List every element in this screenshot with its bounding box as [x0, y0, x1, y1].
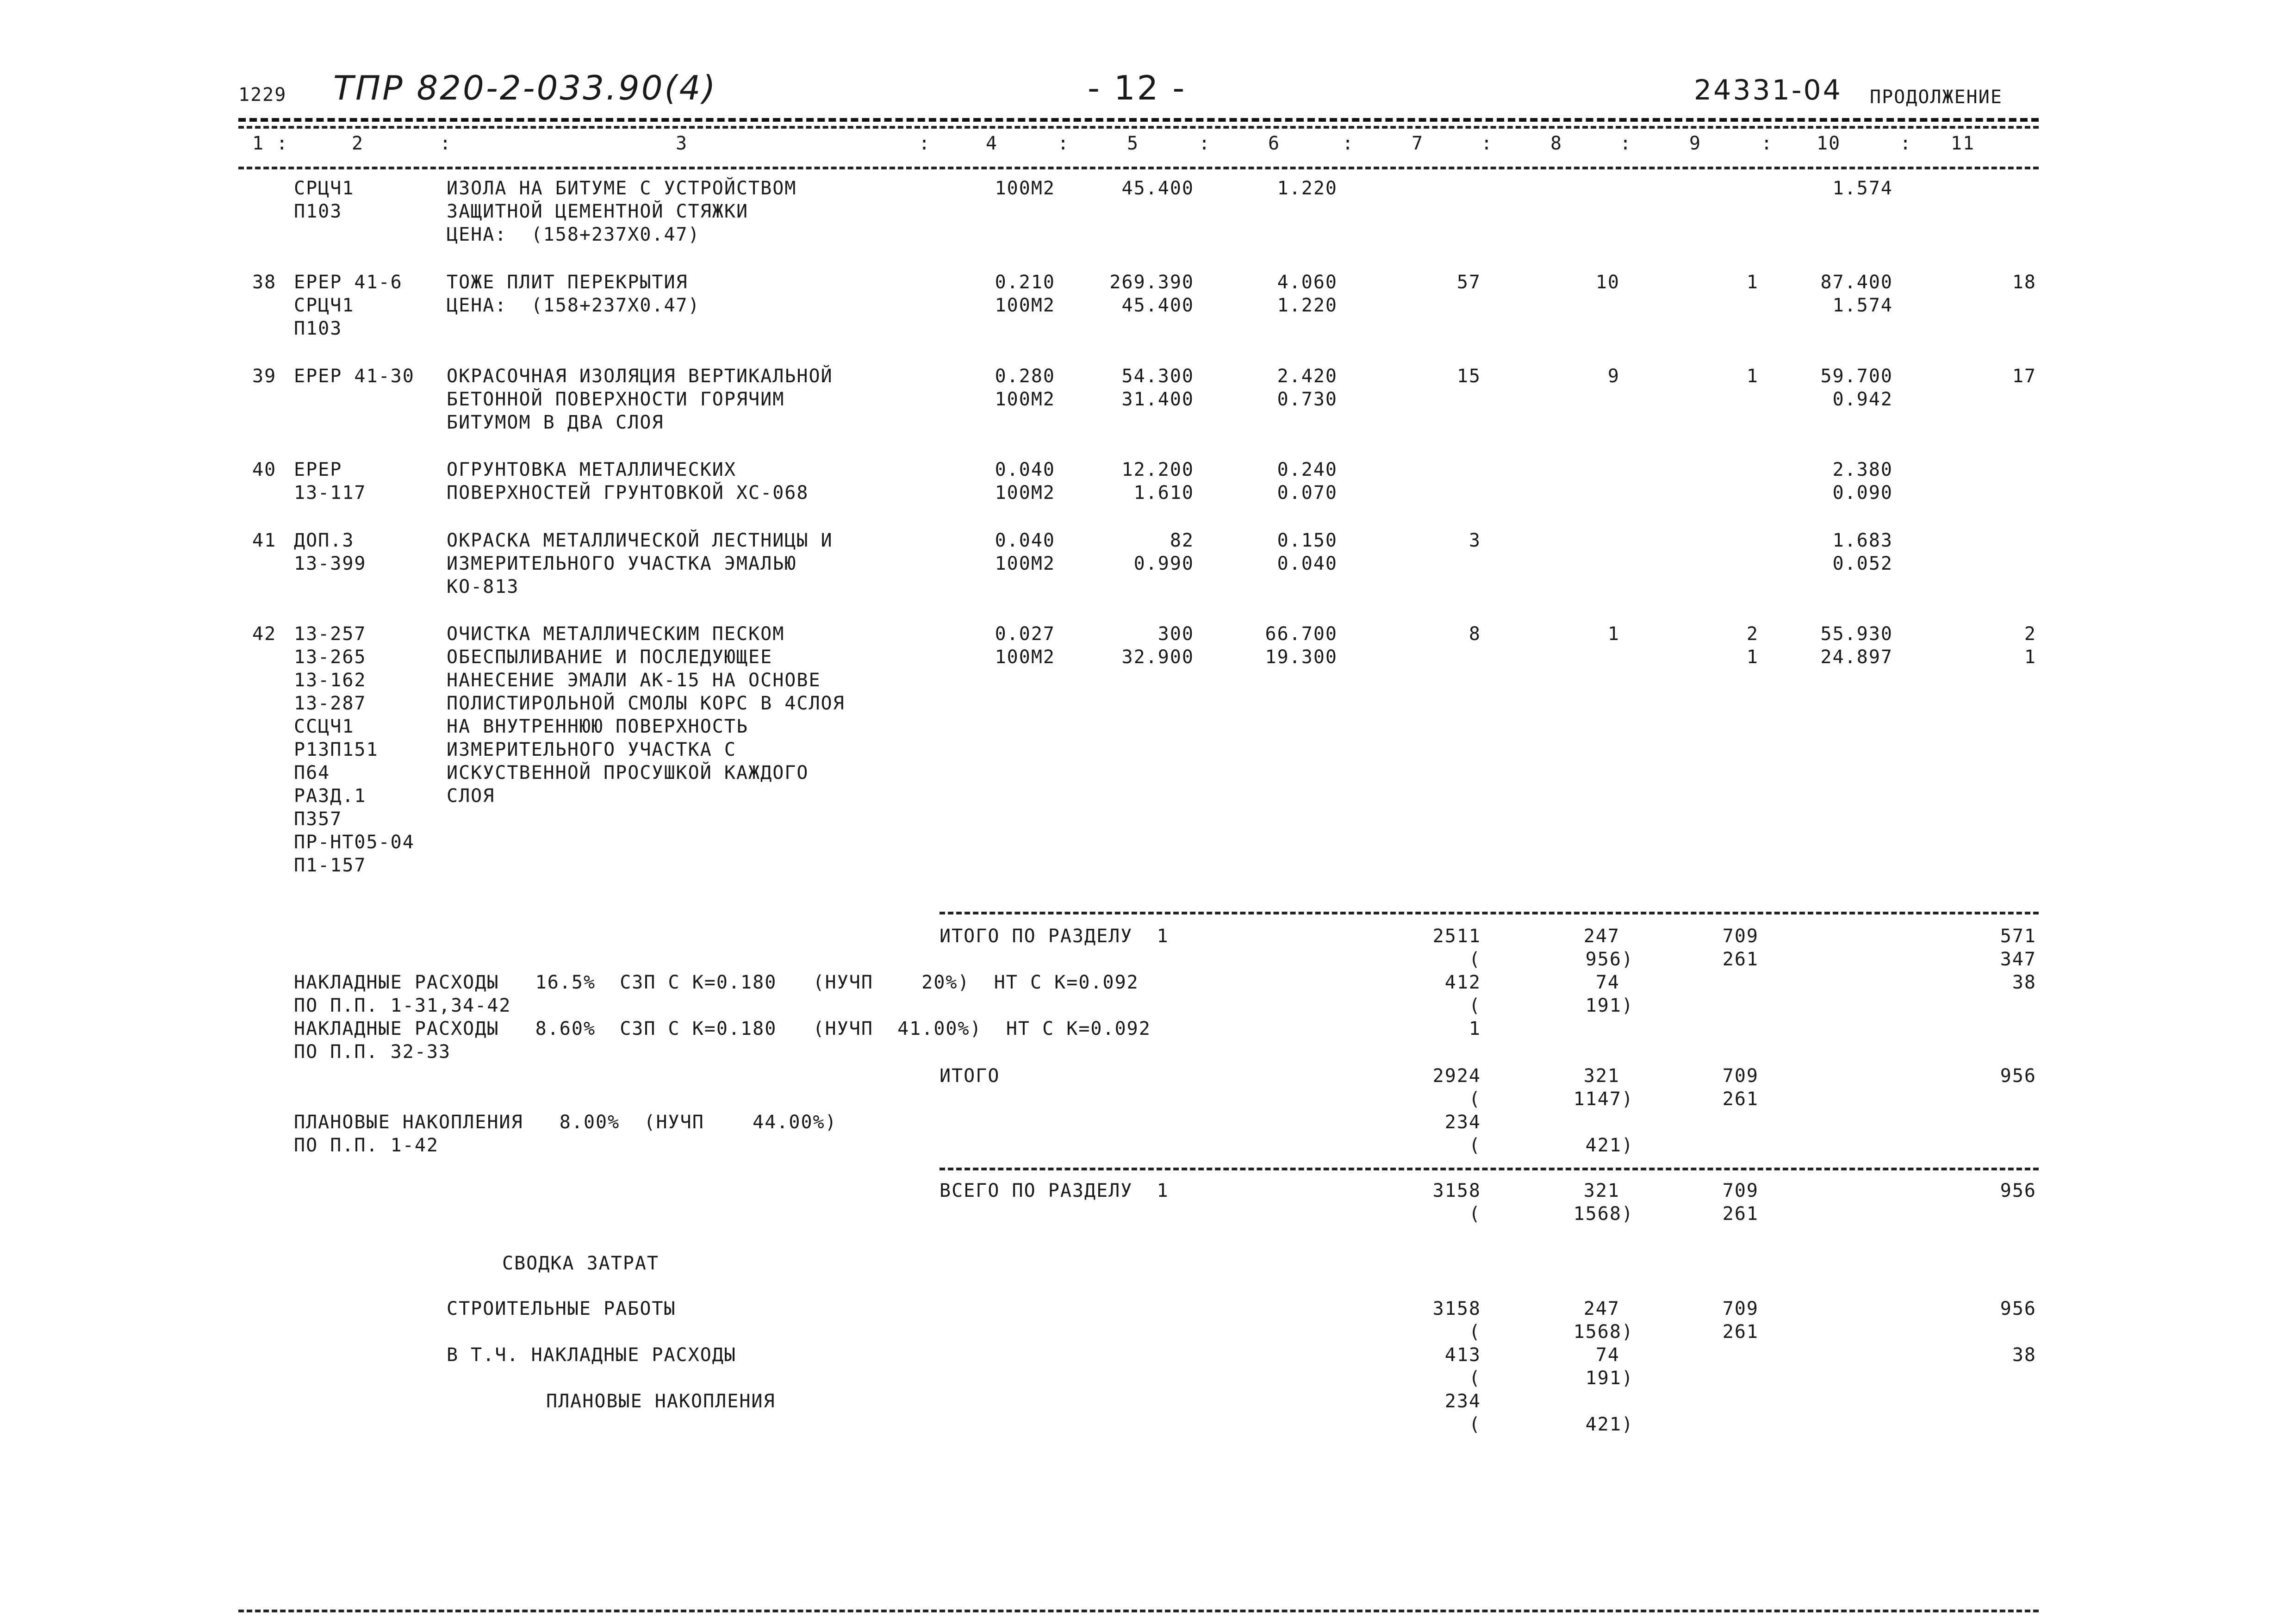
page-label: - 12 -: [1088, 68, 1187, 107]
row-code: ЕРЕР 41-6 СРЦЧ1 П103: [294, 272, 403, 339]
planned-c8b: 421): [1585, 1135, 1634, 1156]
overhead-1-c8: 74: [1595, 972, 1620, 993]
row-c10: 1.683 0.052: [1832, 530, 1893, 574]
row-c8: 1: [1607, 623, 1620, 645]
row-desc: ОЧИСТКА МЕТАЛЛИЧЕСКИМ ПЕСКОМ ОБЕСПЫЛИВАНИЕ И ПОСЛЕДУЮЩЕЕ НАНЕСЕНИЕ ЭМАЛИ АК-15 НА ОСНОВЕ ПОЛИСТИРОЛЬНОЙ СМОЛЫ КОРС В 4СЛОЯ НА ВНУТРЕННЮЮ ПОВЕРХНОСТЬ ИЗМЕРИТЕЛЬНОГО УЧАСТКА С ИСКУСТВЕННОЙ ПРОСУШКОЙ КАЖДОГО СЛОЯ: [447, 623, 845, 807]
row-c4: 0.040 100М2: [995, 459, 1055, 504]
row-c11: 17: [2012, 366, 2036, 387]
row-c4: 0.210 100М2: [995, 272, 1055, 316]
row-c11: 18: [2012, 272, 2036, 293]
overhead-1-c7b: (: [1468, 995, 1481, 1016]
row-code: 13-257 13-265 13-162 13-287 ССЦЧ1 Р13П151 П64 РАЗД.1 П357 ПР-НТ05-04 П1-157: [294, 623, 415, 876]
row-c5: 54.300 31.400: [1121, 366, 1194, 410]
col-sep: :: [1199, 133, 1211, 154]
row-num: 42: [252, 623, 277, 645]
total-c8b: 956): [1585, 949, 1634, 970]
row-c7: 57: [1456, 272, 1481, 293]
col-header-9: 9: [1689, 133, 1702, 154]
itogo-c8b: 1147): [1573, 1088, 1634, 1110]
col-header-1: 1 :: [252, 133, 289, 154]
summary-construction-c11: 956: [2000, 1298, 2036, 1319]
col-header-5: 5: [1127, 133, 1139, 154]
col-sep: :: [440, 133, 452, 154]
itogo-label: ИТОГО: [940, 1065, 1000, 1087]
row-c5: 12.200 1.610: [1121, 459, 1194, 504]
total-c11b: 347: [2000, 949, 2036, 970]
total-c7b: (: [1468, 949, 1481, 970]
col-header-4: 4: [986, 133, 998, 154]
row-c5: 269.390 45.400: [1109, 272, 1194, 316]
summary-construction-c7b: (: [1468, 1321, 1481, 1343]
overhead-1-sub: ПО П.П. 1-31,34-42: [294, 995, 511, 1016]
col-sep: :: [1761, 133, 1773, 154]
total-c7: 2511: [1432, 926, 1481, 947]
planned-c7b: (: [1468, 1135, 1481, 1156]
total-c11: 571: [2000, 926, 2036, 947]
summary-construction-c8b: 1568): [1573, 1321, 1634, 1343]
summary-overhead-c7: 413: [1444, 1344, 1481, 1366]
header-rule-bottom: [238, 167, 2039, 169]
row-num: 39: [252, 366, 277, 387]
planned-sub: ПО П.П. 1-42: [294, 1135, 439, 1156]
row-desc: ТОЖЕ ПЛИТ ПЕРЕКРЫТИЯ ЦЕНА: (158+237Х0.47): [447, 272, 700, 316]
row-c5: 82 0.990: [1133, 530, 1194, 574]
row-num: 41: [252, 530, 277, 551]
itogo-c9: 709: [1722, 1065, 1759, 1087]
row-c10: 2.380 0.090: [1832, 459, 1893, 504]
overhead-1-c7: 412: [1444, 972, 1481, 993]
overhead-1-c8b: 191): [1585, 995, 1634, 1016]
row-c7: 8: [1468, 623, 1481, 645]
itogo-c9b: 261: [1722, 1088, 1759, 1110]
col-sep: :: [1620, 133, 1632, 154]
summary-overhead-c8: 74: [1595, 1344, 1620, 1366]
summary-construction-c9: 709: [1722, 1298, 1759, 1319]
summary-overhead-c8b: 191): [1585, 1368, 1634, 1389]
row-code: СРЦЧ1 П103: [294, 178, 355, 222]
total-c9b: 261: [1722, 949, 1759, 970]
summary-planned-c7: 234: [1444, 1391, 1481, 1412]
row-c4: 0.040 100М2: [995, 530, 1055, 574]
row-c10: 87.400 1.574: [1820, 272, 1893, 316]
summary-title: СВОДКА ЗАТРАТ: [502, 1253, 660, 1274]
row-desc: ОГРУНТОВКА МЕТАЛЛИЧЕСКИХ ПОВЕРХНОСТЕЙ ГРУНТОВКОЙ ХС-068: [447, 459, 809, 504]
overhead-2-c7: 1: [1468, 1018, 1481, 1039]
summary-construction-label: СТРОИТЕЛЬНЫЕ РАБОТЫ: [447, 1298, 676, 1319]
row-c10: 1.574: [1832, 178, 1893, 199]
row-c8: 9: [1607, 366, 1620, 387]
vsego-rule: [940, 1168, 2039, 1170]
summary-construction-c7: 3158: [1432, 1298, 1481, 1319]
row-c7: 3: [1468, 530, 1481, 551]
row-c6: 4.060 1.220: [1277, 272, 1338, 316]
vsego-label: ВСЕГО ПО РАЗДЕЛУ 1: [940, 1180, 1169, 1201]
row-code: ДОП.3 13-399: [294, 530, 367, 574]
vsego-c7: 3158: [1432, 1180, 1481, 1201]
vsego-c8: 321: [1583, 1180, 1620, 1201]
row-c4: 100М2: [995, 178, 1055, 199]
row-code: ЕРЕР 41-30: [294, 366, 415, 387]
header-rule-top: [238, 118, 2039, 122]
row-c6: 1.220: [1277, 178, 1338, 199]
row-c10: 59.700 0.942: [1820, 366, 1893, 410]
summary-construction-c9b: 261: [1722, 1321, 1759, 1343]
footer-rule: [238, 1610, 2039, 1612]
planned-c7: 234: [1444, 1112, 1481, 1133]
itogo-c7b: (: [1468, 1088, 1481, 1110]
row-c9: 1: [1746, 272, 1759, 293]
summary-overhead-label: В Т.Ч. НАКЛАДНЫЕ РАСХОДЫ: [447, 1344, 736, 1366]
row-c6: 2.420 0.730: [1277, 366, 1338, 410]
row-c10: 55.930 24.897: [1820, 623, 1893, 668]
col-header-2: 2: [352, 133, 364, 154]
row-num: 38: [252, 272, 277, 293]
col-sep: :: [1058, 133, 1070, 154]
summary-planned-c8b: 421): [1585, 1414, 1634, 1435]
col-header-8: 8: [1550, 133, 1563, 154]
row-code: ЕРЕР 13-117: [294, 459, 367, 504]
total-c9: 709: [1722, 926, 1759, 947]
summary-overhead-c7b: (: [1468, 1368, 1481, 1389]
document-code: ТПР 820-2-033.90(4): [333, 68, 717, 107]
overhead-2-label: НАКЛАДНЫЕ РАСХОДЫ 8.60% СЗП С К=0.180 (НУЧП 41.00%) НТ С К=0.092: [294, 1018, 1151, 1039]
vsego-c7b: (: [1468, 1203, 1481, 1225]
row-c5: 45.400: [1121, 178, 1194, 199]
col-sep: :: [919, 133, 931, 154]
itogo-c8: 321: [1583, 1065, 1620, 1087]
col-header-7: 7: [1412, 133, 1424, 154]
vsego-c9b: 261: [1722, 1203, 1759, 1225]
row-c9: 1: [1746, 366, 1759, 387]
summary-construction-c8: 247: [1583, 1298, 1620, 1319]
summary-overhead-c11: 38: [2012, 1344, 2036, 1366]
itogo-razdel-label: ИТОГО ПО РАЗДЕЛУ 1: [940, 926, 1169, 947]
header-rule-top-2: [238, 126, 2039, 129]
row-c4: 0.027 100М2: [995, 623, 1055, 668]
col-header-11: 11: [1951, 133, 1975, 154]
row-c6: 66.700 19.300: [1265, 623, 1338, 668]
overhead-1-c11: 38: [2012, 972, 2036, 993]
vsego-c9: 709: [1722, 1180, 1759, 1201]
overhead-1-label: НАКЛАДНЫЕ РАСХОДЫ 16.5% СЗП С К=0.180 (НУЧП 20%) НТ С К=0.092: [294, 972, 1139, 993]
itogo-c7: 2924: [1432, 1065, 1481, 1087]
reference-code: 24331-04: [1694, 74, 1842, 106]
row-c5: 300 32.900: [1121, 623, 1194, 668]
row-c7: 15: [1456, 366, 1481, 387]
summary-planned-c7b: (: [1468, 1414, 1481, 1435]
vsego-c8b: 1568): [1573, 1203, 1634, 1225]
row-num: 40: [252, 459, 277, 480]
col-sep: :: [1900, 133, 1912, 154]
row-c11: 2 1: [2024, 623, 2036, 668]
continuation-label: ПРОДОЛЖЕНИЕ: [1870, 87, 2003, 108]
summary-planned-label: ПЛАНОВЫЕ НАКОПЛЕНИЯ: [546, 1391, 776, 1412]
col-sep: :: [1342, 133, 1355, 154]
row-c8: 10: [1595, 272, 1620, 293]
row-c4: 0.280 100М2: [995, 366, 1055, 410]
row-c6: 0.150 0.040: [1277, 530, 1338, 574]
col-header-6: 6: [1268, 133, 1281, 154]
vsego-c11: 956: [2000, 1180, 2036, 1201]
row-c6: 0.240 0.070: [1277, 459, 1338, 504]
row-desc: ОКРАСОЧНАЯ ИЗОЛЯЦИЯ ВЕРТИКАЛЬНОЙ БЕТОННОЙ ПОВЕРХНОСТИ ГОРЯЧИМ БИТУМОМ В ДВА СЛОЯ: [447, 366, 833, 433]
row-desc: ОКРАСКА МЕТАЛЛИЧЕСКОЙ ЛЕСТНИЦЫ И ИЗМЕРИТЕЛЬНОГО УЧАСТКА ЭМАЛЬЮ КО-813: [447, 530, 833, 597]
page-number: 1229: [238, 84, 287, 106]
row-desc: ИЗОЛА НА БИТУМЕ С УСТРОЙСТВОМ ЗАЩИТНОЙ ЦЕМЕНТНОЙ СТЯЖКИ ЦЕНА: (158+237Х0.47): [447, 178, 797, 245]
planned-label: ПЛАНОВЫЕ НАКОПЛЕНИЯ 8.00% (НУЧП 44.00%): [294, 1112, 837, 1133]
total-c8: 247: [1583, 926, 1620, 947]
col-header-3: 3: [676, 133, 688, 154]
row-c9: 2 1: [1746, 623, 1759, 668]
totals-rule: [940, 912, 2039, 914]
col-sep: :: [1481, 133, 1493, 154]
itogo-c11: 956: [2000, 1065, 2036, 1087]
overhead-2-sub: ПО П.П. 32-33: [294, 1041, 451, 1063]
col-header-10: 10: [1817, 133, 1841, 154]
